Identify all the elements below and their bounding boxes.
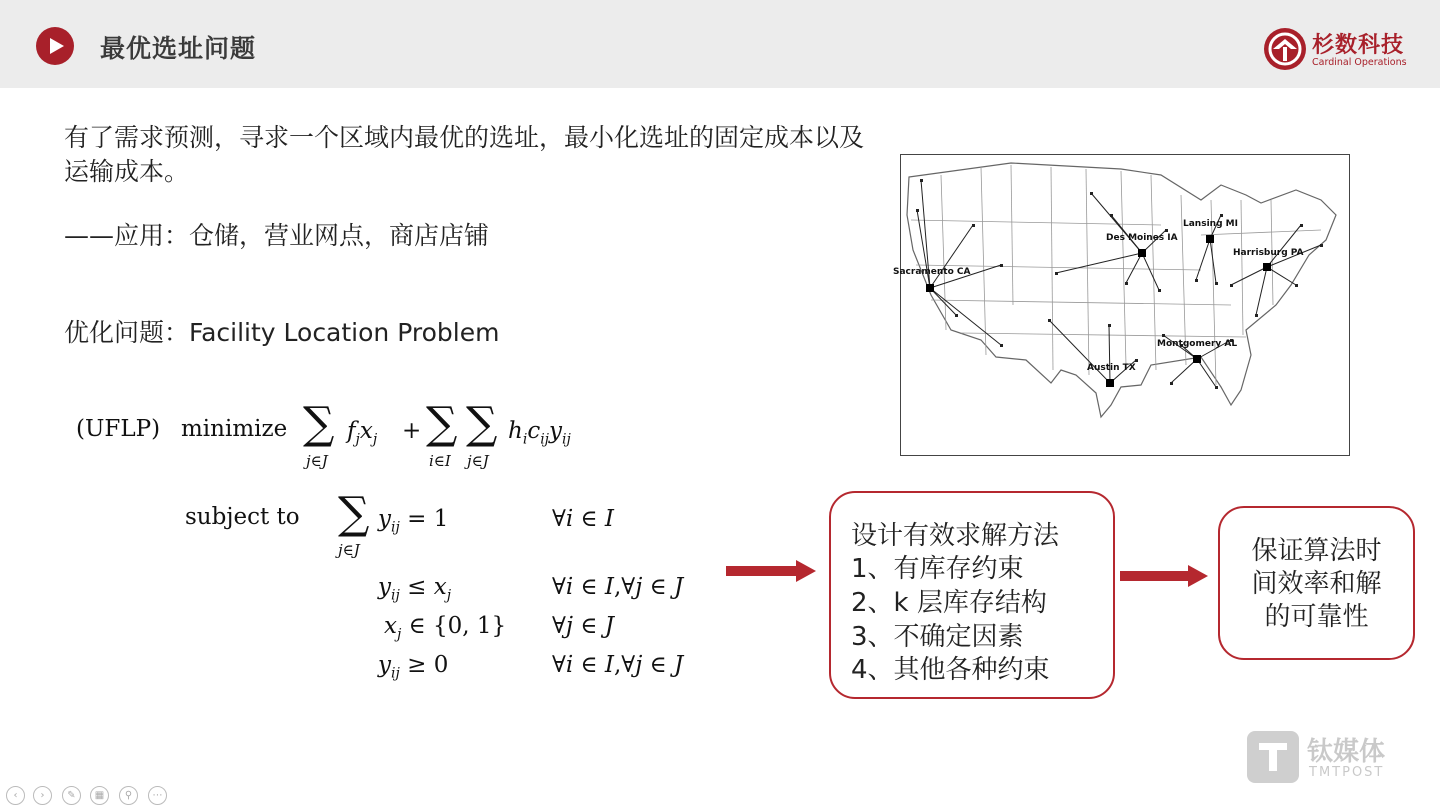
company-logo xyxy=(1262,26,1432,76)
box1-line: 2、k 层库存结构 xyxy=(851,588,1047,618)
facility-map xyxy=(893,154,1350,456)
minimize-label: minimize xyxy=(181,416,288,442)
city-label: Harrisburg PA xyxy=(1233,248,1304,258)
box2-line: 保证算法时 xyxy=(1251,536,1382,566)
city-label: Sacramento CA xyxy=(893,267,971,277)
reliability-box xyxy=(1218,506,1415,660)
tmtpost-logo-icon xyxy=(1247,731,1299,783)
more-options-icon[interactable]: ⋯ xyxy=(148,786,167,805)
header-bar xyxy=(0,0,1440,88)
city-label: Lansing MI xyxy=(1183,219,1238,229)
box1-line: 1、有库存约束 xyxy=(851,554,1024,584)
problem-text: 优化问题：Facility Location Problem xyxy=(64,318,500,347)
box1-line: 3、不确定因素 xyxy=(851,622,1024,652)
slides-grid-icon[interactable]: ▦ xyxy=(90,786,109,805)
box2-line: 间效率和解 xyxy=(1251,569,1382,599)
box1-line: 设计有效求解方法 xyxy=(851,521,1060,551)
intro-text: 有了需求预测，寻求一个区域内最优的选址，最小化选址的固定成本以及运输成本。 xyxy=(64,123,865,186)
zoom-icon[interactable]: ⚲ xyxy=(119,786,138,805)
play-icon[interactable] xyxy=(36,27,74,65)
page-title: 最优选址问题 xyxy=(100,34,257,63)
application-text: ——应用：仓储，营业网点，商店店铺 xyxy=(64,221,490,250)
next-slide-icon[interactable]: › xyxy=(33,786,52,805)
tree-logo-icon xyxy=(1264,28,1306,70)
city-label: Austin TX xyxy=(1087,363,1136,373)
pen-icon[interactable]: ✎ xyxy=(62,786,81,805)
arrow-right-icon xyxy=(726,560,818,582)
logo-text-en: Cardinal Operations xyxy=(1312,57,1407,68)
solution-method-box xyxy=(829,491,1115,699)
box2-line: 的可靠性 xyxy=(1264,602,1369,632)
watermark-cn: 钛媒体 xyxy=(1307,737,1386,767)
subject-to-label: subject to xyxy=(185,504,300,530)
city-label: Des Moines IA xyxy=(1106,233,1178,243)
watermark-en: TMTPOST xyxy=(1309,765,1385,780)
prev-slide-icon[interactable]: ‹ xyxy=(6,786,25,805)
logo-text-cn: 杉数科技 xyxy=(1312,33,1405,58)
arrow-right-icon xyxy=(1120,565,1210,587)
tmtpost-watermark xyxy=(1247,731,1427,785)
box1-line: 4、其他各种约束 xyxy=(851,655,1050,685)
uflp-label: (UFLP) xyxy=(76,416,161,442)
city-label: Montgomery AL xyxy=(1157,339,1238,349)
